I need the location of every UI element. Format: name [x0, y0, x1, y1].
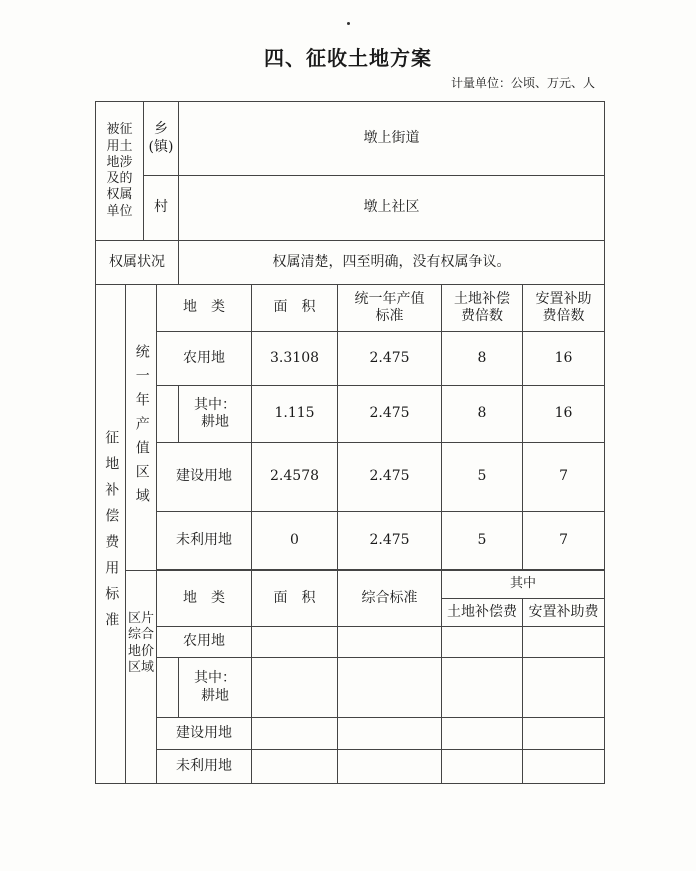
compensation-standard-label: 征地补偿费用标准: [96, 285, 126, 784]
uniform-row-area: 2.4578: [252, 443, 338, 512]
district-row-indent: [157, 658, 179, 718]
uniform-row-land-mult: 8: [442, 386, 523, 443]
uniform-row-standard: 2.475: [338, 512, 442, 570]
uniform-header-type: 地 类: [157, 285, 252, 332]
uniform-row-area: 0: [252, 512, 338, 570]
uniform-row-type: 未利用地: [157, 512, 252, 570]
town-label: 乡 (镇): [144, 102, 179, 176]
uniform-row-type: 其中： 耕地: [179, 386, 252, 443]
district-header-standard: 综合标准: [338, 571, 442, 627]
village-value: 墩上社区: [179, 176, 605, 241]
uniform-header-land-mult: 土地补偿 费倍数: [442, 285, 523, 332]
uniform-row-resettle-mult: 7: [523, 443, 605, 512]
village-label: 村: [144, 176, 179, 241]
district-header-of-which: 其中: [442, 571, 605, 599]
district-row-area: [252, 658, 338, 718]
uniform-region-label: 统一年产值区域: [126, 285, 157, 571]
district-row-type: 未利用地: [157, 750, 252, 784]
district-row-resettle-fee: [523, 750, 605, 784]
uniform-row-resettle-mult: 16: [523, 386, 605, 443]
ownership-label: 权属状况: [96, 241, 179, 285]
uniform-row-area: 1.115: [252, 386, 338, 443]
page-title: 四、征收土地方案: [264, 46, 432, 70]
uniform-row-type: 建设用地: [157, 443, 252, 512]
owner-unit-label: 被征 用土 地涉 及的 权属 单位: [96, 102, 144, 241]
district-row-standard: [338, 750, 442, 784]
uniform-row-resettle-mult: 16: [523, 332, 605, 386]
uniform-row-area: 3.3108: [252, 332, 338, 386]
district-row-resettle-fee: [523, 718, 605, 750]
district-header-land-fee: 土地补偿费: [442, 599, 523, 627]
uniform-row-resettle-mult: 7: [523, 512, 605, 570]
uniform-row-indent: [157, 386, 179, 443]
town-value: 墩上街道: [179, 102, 605, 176]
district-row-land-fee: [442, 718, 523, 750]
district-row-area: [252, 750, 338, 784]
district-row-standard: [338, 718, 442, 750]
uniform-row-standard: 2.475: [338, 386, 442, 443]
uniform-header-standard: 统一年产值 标准: [338, 285, 442, 332]
district-row-land-fee: [442, 750, 523, 784]
district-row-type: 农用地: [157, 627, 252, 658]
district-row-resettle-fee: [523, 627, 605, 658]
scan-dot: [347, 22, 350, 25]
uniform-row-type: 农用地: [157, 332, 252, 386]
district-row-area: [252, 627, 338, 658]
district-row-type: 建设用地: [157, 718, 252, 750]
uniform-header-resettle-mult: 安置补助 费倍数: [523, 285, 605, 332]
district-row-standard: [338, 627, 442, 658]
district-row-area: [252, 718, 338, 750]
ownership-value: 权属清楚，四至明确，没有权属争议。: [179, 241, 605, 285]
uniform-header-area: 面 积: [252, 285, 338, 332]
uniform-row-land-mult: 5: [442, 512, 523, 570]
district-row-type: 其中： 耕地: [179, 658, 252, 718]
district-header-area: 面 积: [252, 571, 338, 627]
district-row-land-fee: [442, 658, 523, 718]
uniform-row-standard: 2.475: [338, 332, 442, 386]
unit-note: 计量单位：公顷、万元、人: [450, 76, 595, 90]
land-acquisition-table: [95, 101, 605, 784]
district-header-type: 地 类: [157, 571, 252, 627]
district-row-standard: [338, 658, 442, 718]
district-row-land-fee: [442, 627, 523, 658]
district-region-label: 区片 综合 地价 区域: [126, 571, 157, 784]
uniform-row-land-mult: 5: [442, 443, 523, 512]
district-row-resettle-fee: [523, 658, 605, 718]
district-header-resettle-fee: 安置补助费: [523, 599, 605, 627]
uniform-row-land-mult: 8: [442, 332, 523, 386]
uniform-row-standard: 2.475: [338, 443, 442, 512]
